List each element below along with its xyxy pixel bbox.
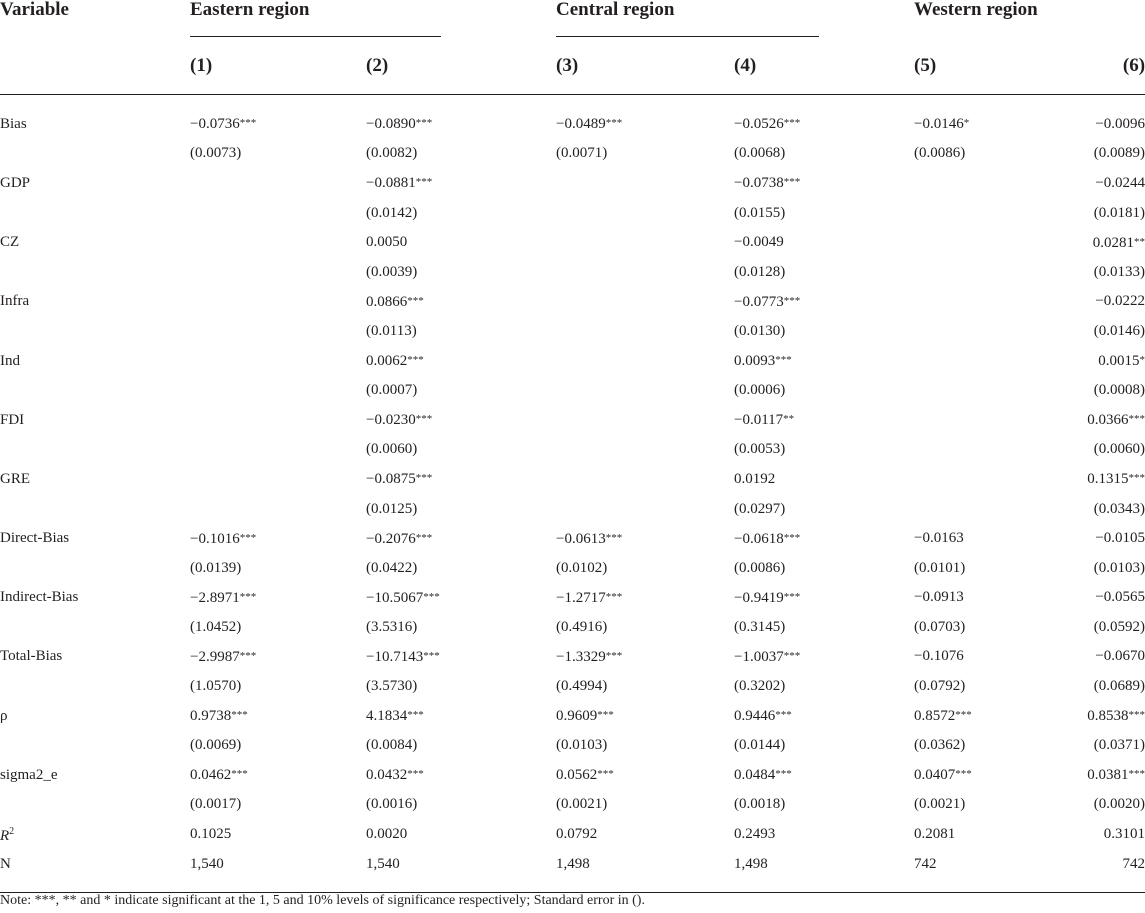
value-cell: −0.0230*** [366, 412, 433, 429]
value-cell: 0.9609*** [556, 708, 614, 725]
value-cell: (0.0144) [734, 737, 786, 754]
value-cell: (0.0089) [1093, 145, 1145, 162]
value-cell [190, 494, 366, 524]
value-cell: (0.0792) [914, 678, 966, 695]
value-cell: (0.0146) [1093, 322, 1145, 339]
value-cell: (0.0362) [914, 737, 966, 754]
table-body [0, 95, 1145, 893]
header-row-columns [0, 38, 1145, 95]
value-cell [190, 464, 366, 494]
value-cell [190, 375, 366, 405]
value-cell: −0.0773*** [734, 293, 801, 310]
value-cell: −2.9987*** [190, 648, 257, 665]
variable-cell: FDI [0, 411, 25, 428]
value-cell: 0.0407*** [914, 767, 972, 784]
value-cell: 0.0366*** [1087, 412, 1145, 429]
value-cell: −1.2717*** [556, 589, 623, 606]
value-cell [914, 257, 1082, 287]
variable-cell [0, 612, 190, 642]
value-cell: (1.0452) [190, 618, 242, 635]
header-row-regions [0, 0, 1145, 38]
value-cell: (3.5730) [366, 678, 418, 695]
value-cell [556, 257, 734, 287]
value-cell: (0.0008) [1093, 382, 1145, 399]
table-row [0, 139, 1145, 169]
value-cell [190, 405, 366, 435]
variable-cell: N [0, 855, 11, 872]
value-cell [556, 168, 734, 198]
variable-cell: Ind [0, 352, 20, 369]
value-cell: (0.0142) [366, 204, 418, 221]
value-cell: (0.4916) [556, 618, 608, 635]
value-cell: −0.0913 [914, 589, 964, 606]
variable-cell [0, 375, 190, 405]
table-row [0, 316, 1145, 346]
value-cell: −0.0613*** [556, 530, 623, 547]
table-row [0, 435, 1145, 465]
value-cell: −0.0489*** [556, 116, 623, 133]
col-header-6: (6) [1122, 55, 1145, 76]
value-cell: (0.0113) [366, 322, 417, 339]
table-row [0, 760, 1145, 790]
variable-cell: $R^2$ [0, 826, 15, 845]
variable-cell: Indirect-Bias [0, 589, 79, 606]
table-row [0, 819, 1145, 849]
value-cell: −0.0670 [1095, 648, 1145, 665]
value-cell: (0.3202) [734, 678, 786, 695]
value-cell: 0.0015* [1098, 353, 1145, 370]
value-cell: −0.9419*** [734, 589, 801, 606]
value-cell: (0.3145) [734, 618, 786, 635]
value-cell: (0.0068) [734, 145, 786, 162]
value-cell: 1,498 [556, 855, 590, 872]
value-cell: −0.0875*** [366, 471, 433, 488]
value-cell: (0.0128) [734, 263, 786, 280]
col-header-5: (5) [914, 55, 937, 76]
value-cell [914, 405, 1082, 435]
value-cell: 0.0462*** [190, 767, 248, 784]
value-cell: (0.0125) [366, 500, 418, 517]
value-cell: (0.0101) [914, 559, 966, 576]
value-cell: (0.0086) [914, 145, 966, 162]
value-cell [914, 494, 1082, 524]
col-header-2: (2) [366, 55, 389, 76]
value-cell: (0.0073) [190, 145, 242, 162]
value-cell: −0.0244 [1095, 174, 1145, 191]
value-cell [190, 227, 366, 257]
table-row [0, 730, 1145, 760]
blank-header-cell [0, 38, 190, 95]
table-row [0, 671, 1145, 701]
value-cell: (0.0130) [734, 322, 786, 339]
value-cell: (0.0006) [734, 382, 786, 399]
value-cell: 0.1025 [190, 826, 232, 843]
value-cell: (0.0069) [190, 737, 242, 754]
variable-cell [0, 730, 190, 760]
value-cell: 0.0562*** [556, 767, 614, 784]
value-cell [914, 346, 1082, 376]
region-label-eastern: Eastern region [190, 0, 310, 20]
value-cell [556, 316, 734, 346]
value-cell [556, 405, 734, 435]
value-cell: (0.0018) [734, 796, 786, 813]
value-cell: (1.0570) [190, 678, 242, 695]
value-cell: (0.0297) [734, 500, 786, 517]
value-cell: (3.5316) [366, 618, 418, 635]
value-cell: −10.5067*** [366, 589, 440, 606]
value-cell: −1.3329*** [556, 648, 623, 665]
value-cell: 0.0792 [556, 826, 598, 843]
value-cell: (0.0060) [366, 441, 418, 458]
value-cell: −0.0163 [914, 530, 964, 547]
value-cell: 1,540 [190, 855, 224, 872]
value-cell [190, 435, 366, 465]
table-row [0, 168, 1145, 198]
region-header-central [556, 0, 914, 38]
table-row [0, 95, 1145, 139]
table-row [0, 553, 1145, 583]
table-row [0, 198, 1145, 228]
value-cell: −0.0890*** [366, 116, 433, 133]
value-cell [914, 435, 1082, 465]
value-cell [190, 198, 366, 228]
value-cell: −0.1016*** [190, 530, 257, 547]
table-row [0, 257, 1145, 287]
variable-cell: CZ [0, 234, 20, 251]
variable-cell: Direct-Bias [0, 530, 70, 547]
value-cell: 1,540 [366, 855, 400, 872]
table-row [0, 287, 1145, 317]
value-cell: (0.0016) [366, 796, 418, 813]
variable-cell [0, 257, 190, 287]
value-cell: (0.0422) [366, 559, 418, 576]
value-cell: −10.7143*** [366, 648, 440, 665]
variable-cell [0, 790, 190, 820]
value-cell: 0.2081 [914, 826, 956, 843]
value-cell: (0.0017) [190, 796, 242, 813]
value-cell: 0.1315*** [1087, 471, 1145, 488]
value-cell: (0.0181) [1093, 204, 1145, 221]
value-cell: (0.0053) [734, 441, 786, 458]
variable-cell [0, 553, 190, 583]
value-cell: (0.0071) [556, 145, 608, 162]
value-cell: −0.2076*** [366, 530, 433, 547]
region-label-central: Central region [556, 0, 675, 20]
value-cell: (0.0007) [366, 382, 418, 399]
value-cell: −0.0049 [734, 234, 784, 251]
value-cell: −0.0146* [914, 116, 970, 133]
value-cell: −0.0222 [1095, 293, 1145, 310]
variable-cell [0, 316, 190, 346]
value-cell [914, 168, 1082, 198]
value-cell: −0.0618*** [734, 530, 801, 547]
value-cell: −0.0117** [734, 412, 795, 429]
col-header-1: (1) [190, 55, 213, 76]
value-cell: 4.1834*** [366, 708, 424, 725]
value-cell: 0.0432*** [366, 767, 424, 784]
value-cell [914, 227, 1082, 257]
region-header-eastern [190, 0, 556, 38]
value-cell: 0.0093*** [734, 353, 792, 370]
value-cell: 0.8538*** [1087, 708, 1145, 725]
value-cell: (0.0103) [556, 737, 608, 754]
region-label-western: Western region [914, 0, 1038, 20]
value-cell [914, 375, 1082, 405]
table-row [0, 346, 1145, 376]
value-cell [556, 375, 734, 405]
table-row [0, 583, 1145, 613]
value-cell [190, 316, 366, 346]
variable-cell [0, 198, 190, 228]
variable-cell [0, 435, 190, 465]
value-cell [914, 287, 1082, 317]
variable-cell [0, 671, 190, 701]
value-cell [556, 227, 734, 257]
value-cell: 0.0866*** [366, 293, 424, 310]
variable-cell: GRE [0, 470, 30, 487]
value-cell: 0.0484*** [734, 767, 792, 784]
table-row [0, 494, 1145, 524]
value-cell: (0.0371) [1093, 737, 1145, 754]
value-cell: (0.0343) [1093, 500, 1145, 517]
value-cell [190, 346, 366, 376]
value-cell [556, 346, 734, 376]
value-cell: 0.2493 [734, 826, 776, 843]
table-row [0, 523, 1145, 553]
value-cell: (0.0021) [914, 796, 966, 813]
value-cell [556, 198, 734, 228]
value-cell: (0.0133) [1093, 263, 1145, 280]
value-cell: (0.0592) [1093, 618, 1145, 635]
value-cell [556, 287, 734, 317]
variable-cell: Total-Bias [0, 648, 63, 665]
value-cell: −2.8971*** [190, 589, 257, 606]
value-cell [190, 257, 366, 287]
value-cell: 0.0062*** [366, 353, 424, 370]
value-cell: (0.0084) [366, 737, 418, 754]
value-cell [556, 435, 734, 465]
table-row [0, 227, 1145, 257]
value-cell: 0.3101 [1103, 826, 1145, 843]
variable-cell: GDP [0, 174, 31, 191]
table-row [0, 405, 1145, 435]
col-header-3: (3) [556, 55, 579, 76]
col-header-4: (4) [734, 55, 757, 76]
table-row [0, 642, 1145, 672]
variable-cell: ρ [0, 707, 8, 724]
value-cell [190, 287, 366, 317]
value-cell: 0.9446*** [734, 708, 792, 725]
value-cell: 742 [1122, 855, 1145, 872]
value-cell: 0.0192 [734, 470, 776, 487]
value-cell [914, 464, 1082, 494]
region-underline-central [556, 36, 819, 37]
value-cell: (0.0139) [190, 559, 242, 576]
value-cell: (0.4994) [556, 678, 608, 695]
value-cell: −0.0096 [1095, 115, 1145, 132]
value-cell: 0.0381*** [1087, 767, 1145, 784]
table-row [0, 701, 1145, 731]
value-cell: 0.8572*** [914, 708, 972, 725]
value-cell [914, 198, 1082, 228]
value-cell [914, 316, 1082, 346]
value-cell: (0.0086) [734, 559, 786, 576]
variable-header [0, 0, 190, 38]
value-cell: 0.0050 [366, 234, 408, 251]
value-cell: (0.0102) [556, 559, 608, 576]
value-cell: −0.0738*** [734, 175, 801, 192]
value-cell: −0.0526*** [734, 116, 801, 133]
value-cell [190, 168, 366, 198]
region-underline-eastern [190, 36, 441, 37]
value-cell: 0.9738*** [190, 708, 248, 725]
value-cell: (0.0703) [914, 618, 966, 635]
table-note: Note: ***, ** and * indicate significant at the 1, 5 and 10% levels of significance respectively; Standard error in (). [0, 893, 645, 908]
value-cell: 1,498 [734, 855, 768, 872]
value-cell: 0.0020 [366, 826, 408, 843]
value-cell: −0.1076 [914, 648, 964, 665]
value-cell: 0.0281** [1092, 234, 1145, 251]
region-header-western [914, 0, 1145, 38]
value-cell: −1.0037*** [734, 648, 801, 665]
value-cell: (0.0689) [1093, 678, 1145, 695]
table-row [0, 375, 1145, 405]
table-row [0, 612, 1145, 642]
variable-cell: sigma2_e [0, 766, 58, 783]
variable-cell: Infra [0, 293, 30, 310]
variable-cell: Bias [0, 115, 27, 132]
value-cell: (0.0060) [1093, 441, 1145, 458]
value-cell: (0.0020) [1093, 796, 1145, 813]
value-cell: (0.0021) [556, 796, 608, 813]
table-row [0, 849, 1145, 893]
variable-header-label: Variable [0, 0, 69, 20]
value-cell: −0.0736*** [190, 116, 257, 133]
value-cell: (0.0039) [366, 263, 418, 280]
value-cell [556, 464, 734, 494]
value-cell: −0.0565 [1095, 589, 1145, 606]
table-row [0, 464, 1145, 494]
value-cell: 742 [914, 855, 937, 872]
value-cell [556, 494, 734, 524]
variable-cell [0, 139, 190, 169]
value-cell: −0.0881*** [366, 175, 433, 192]
variable-cell [0, 494, 190, 524]
value-cell: (0.0103) [1093, 559, 1145, 576]
table-row [0, 790, 1145, 820]
value-cell: (0.0155) [734, 204, 786, 221]
value-cell: −0.0105 [1095, 530, 1145, 547]
value-cell: (0.0082) [366, 145, 418, 162]
